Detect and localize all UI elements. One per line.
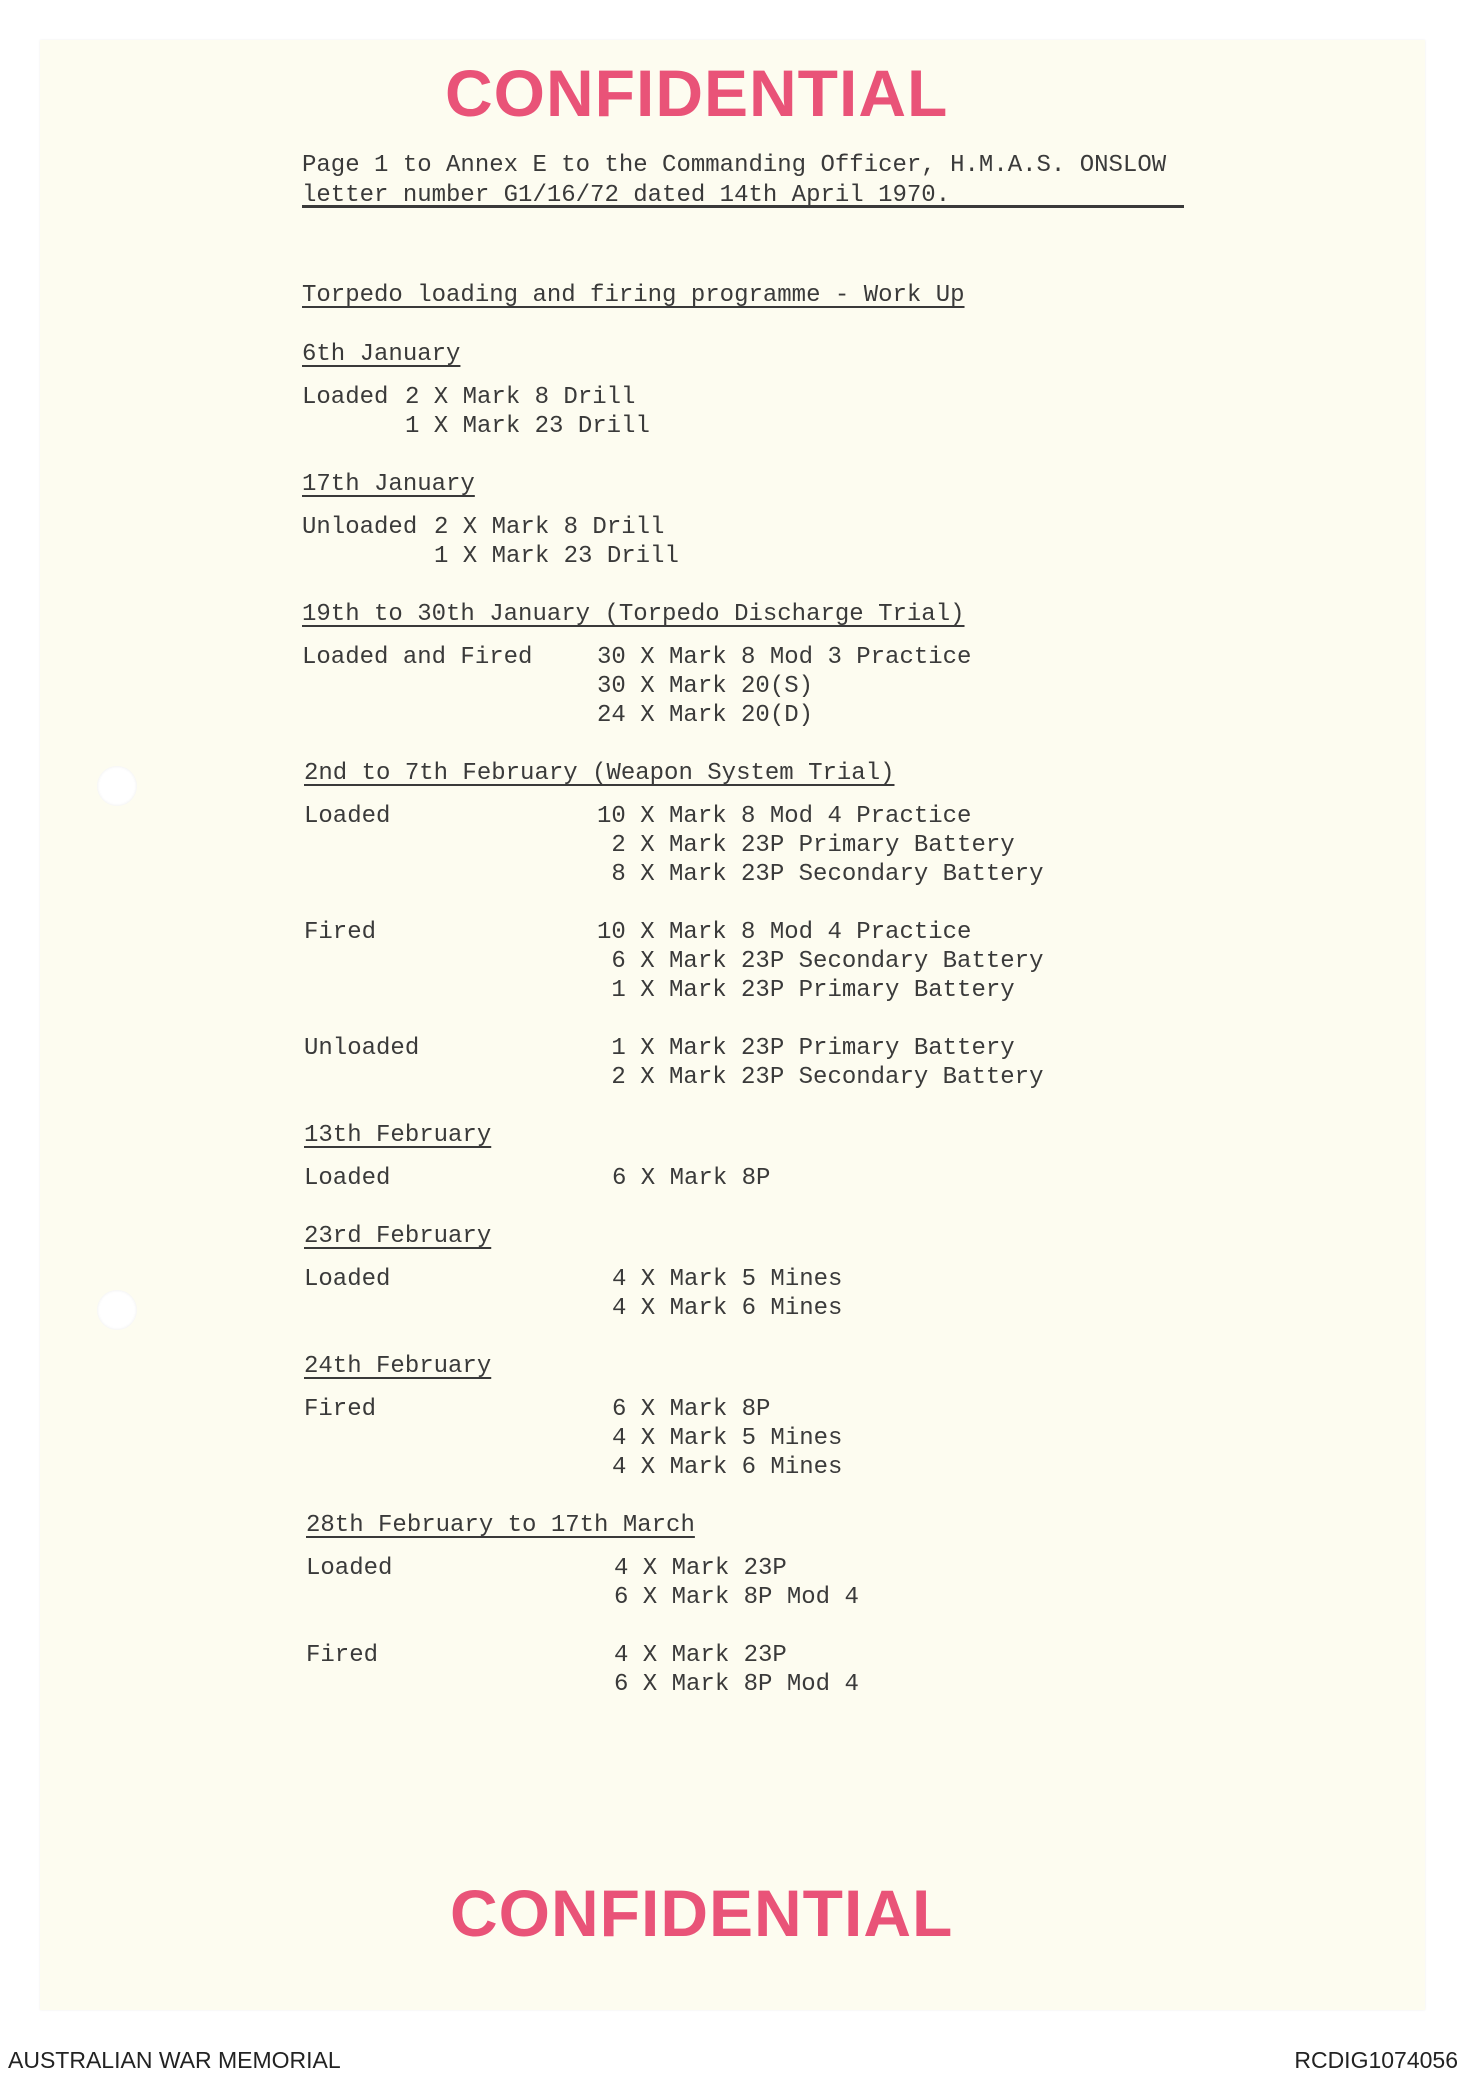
entry-label: Unloaded <box>302 514 418 541</box>
entry-label: Loaded <box>304 1266 391 1293</box>
footer-source: AUSTRALIAN WAR MEMORIAL <box>8 2047 341 2073</box>
entry-item: 6 X Mark 8P <box>612 1165 771 1192</box>
confidential-stamp-top: CONFIDENTIAL <box>445 56 949 130</box>
entry-item: 6 X Mark 8P <box>612 1396 771 1423</box>
entry-item: 2 X Mark 8 Drill <box>405 384 636 411</box>
entry-item: 1 X Mark 23P Primary Battery <box>597 977 1015 1004</box>
section-heading: 19th to 30th January (Torpedo Discharge Trial) <box>302 601 965 628</box>
entry-label: Loaded <box>304 803 391 830</box>
confidential-stamp-bottom: CONFIDENTIAL <box>450 1876 954 1950</box>
entry-item: 2 X Mark 8 Drill <box>434 514 665 541</box>
section-heading: 6th January <box>302 341 461 368</box>
entry-item: 2 X Mark 23P Primary Battery <box>597 832 1015 859</box>
entry-item: 1 X Mark 23P Primary Battery <box>597 1035 1015 1062</box>
entry-label: Unloaded <box>304 1035 420 1062</box>
section-heading: 2nd to 7th February (Weapon System Trial) <box>304 760 895 787</box>
entry-item: 30 X Mark 20(S) <box>597 673 814 700</box>
entry-label: Loaded <box>306 1555 393 1582</box>
entry-label: Loaded <box>304 1165 391 1192</box>
entry-item: 4 X Mark 5 Mines <box>612 1266 843 1293</box>
entry-item: 8 X Mark 23P Secondary Battery <box>597 861 1044 888</box>
entry-item: 2 X Mark 23P Secondary Battery <box>597 1064 1044 1091</box>
section-heading: 23rd February <box>304 1223 492 1250</box>
entry-item: 4 X Mark 6 Mines <box>612 1454 843 1481</box>
entry-item: 10 X Mark 8 Mod 4 Practice <box>597 803 972 830</box>
programme-title: Torpedo loading and firing programme - Work Up <box>302 282 965 309</box>
entry-label: Fired <box>304 1396 377 1423</box>
section-heading: 24th February <box>304 1353 492 1380</box>
document-page <box>40 40 1425 2010</box>
entry-item: 6 X Mark 8P Mod 4 <box>614 1671 859 1698</box>
entry-item: 4 X Mark 6 Mines <box>612 1295 843 1322</box>
footer-record-id: RCDIG1074056 <box>1294 2047 1458 2073</box>
entry-label: Loaded and Fired <box>302 644 533 671</box>
entry-item: 10 X Mark 8 Mod 4 Practice <box>597 919 972 946</box>
header-rule <box>302 205 1184 208</box>
entry-item: 24 X Mark 20(D) <box>597 702 814 729</box>
entry-item: 1 X Mark 23 Drill <box>434 543 679 570</box>
entry-item: 4 X Mark 5 Mines <box>612 1425 843 1452</box>
entry-item: 6 X Mark 8P Mod 4 <box>614 1584 859 1611</box>
entry-item: 1 X Mark 23 Drill <box>405 413 650 440</box>
entry-label: Fired <box>306 1642 379 1669</box>
entry-label: Fired <box>304 919 377 946</box>
entry-label: Loaded <box>302 384 389 411</box>
section-heading: 17th January <box>302 471 475 498</box>
entry-item: 4 X Mark 23P <box>614 1555 787 1582</box>
section-heading: 28th February to 17th March <box>306 1512 695 1539</box>
header-line-1: Page 1 to Annex E to the Commanding Officer, H.M.A.S. ONSLOW <box>302 152 1167 179</box>
punch-hole-bottom <box>97 1290 137 1330</box>
entry-item: 30 X Mark 8 Mod 3 Practice <box>597 644 972 671</box>
punch-hole-top <box>97 766 137 806</box>
section-heading: 13th February <box>304 1122 492 1149</box>
entry-item: 4 X Mark 23P <box>614 1642 787 1669</box>
header-line-2: letter number G1/16/72 dated 14th April 1970. <box>302 182 951 209</box>
entry-item: 6 X Mark 23P Secondary Battery <box>597 948 1044 975</box>
